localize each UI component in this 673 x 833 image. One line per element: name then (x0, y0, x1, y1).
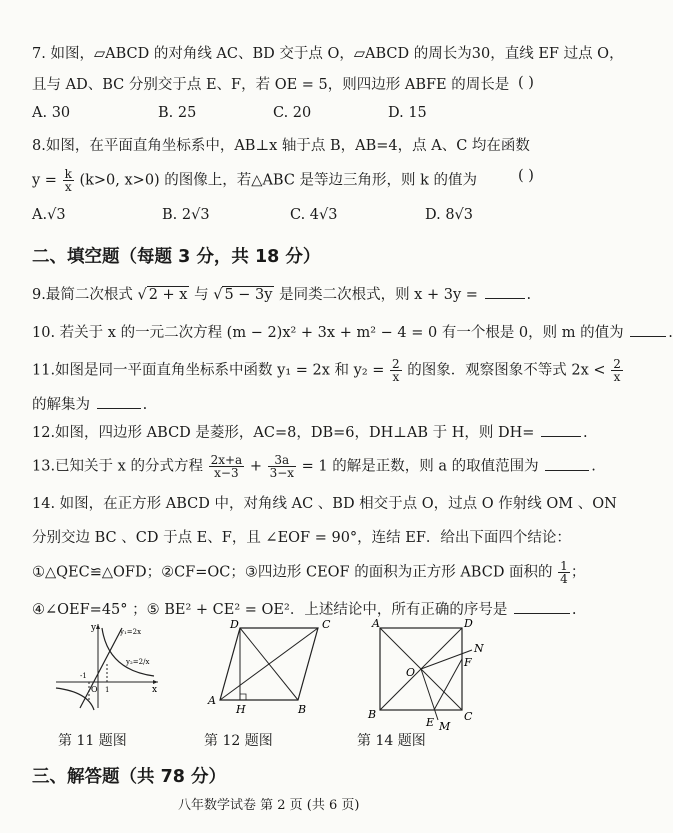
q7-option-c: C. 20 (273, 105, 312, 121)
fig12-label-a: A (208, 694, 216, 707)
q7-line1: 7. 如图，▱ABCD 的对角线 AC、BD 交于点 O，▱ABCD 的周长为30，直线 EF 过点 O， (32, 46, 624, 62)
figure-14-square (362, 614, 502, 734)
q9-line (32, 284, 531, 305)
fig14-label-d: D (464, 617, 473, 630)
q14-line4-text: ④∠OEF=45° ；⑤ BE² + CE² = OE²．上述结论中，所有正确的序号是 (32, 602, 508, 618)
q14-line3-text: ①△QEC≌△OFD；②CF=OC；③四边形 CEOF 的面积为正方形 ABCD 面积的 (32, 564, 553, 581)
fig11-x-label: x (152, 685, 158, 695)
q7-line2-text: 且与 AD、BC 分别交于点 E、F，若 OE = 5，则四边形 ABFE 的周长是 (32, 77, 510, 93)
fig14-segment-ef (434, 659, 462, 710)
q14-frac-num: 1 (560, 559, 568, 573)
q8-line2 (32, 168, 477, 193)
q8-option-d: D. 8√3 (425, 207, 474, 223)
q10-line (32, 322, 673, 343)
q12-text: 12.如图，四边形 ABCD 是菱形，AC=8，DB=6，DH⊥AB 于 H，则 DH= (32, 425, 535, 441)
q8-frac-num: k (64, 167, 72, 181)
fig11-tick-one: 1 (105, 686, 110, 694)
q12-answer-blank[interactable] (541, 422, 581, 437)
q9-radicand2: 5 − 3y (224, 287, 273, 303)
figure-12-caption: 第 12 题图 (204, 733, 273, 749)
fig11-y-label: y (91, 623, 97, 633)
q9-sqrt1: √ 2 + x (137, 287, 188, 303)
q11-frac2 (611, 358, 623, 383)
q11-mid: 的图象．观察图象不等式 2x < (407, 362, 606, 379)
q9-end: . (526, 287, 532, 303)
q11-frac2-den: x (613, 370, 621, 384)
q13-frac2-den: 3−x (269, 466, 295, 480)
page-footer: 八年数学试卷 第 2 页 (共 6 页) (178, 798, 360, 813)
fig12-label-c: C (322, 618, 331, 631)
figure-12-rhombus (200, 614, 340, 720)
q11-frac1-den: x (392, 370, 400, 384)
fig11-y-arrow (96, 624, 100, 629)
q10-end: . (668, 325, 673, 341)
fig11-tick-neg1: -1 (80, 672, 87, 680)
q8-option-b: B. 2√3 (162, 207, 210, 223)
q11-pre: 11.如图是同一平面直角坐标系中函数 y₁ = 2x 和 y₂ = (32, 362, 385, 379)
q9-pre: 9.最简二次根式 (32, 287, 133, 303)
fig14-label-m: M (439, 720, 451, 733)
fig11-line-y1 (80, 628, 122, 708)
q7-answer-paren: ( ) (518, 75, 534, 91)
q11-line1 (32, 358, 624, 383)
q7-option-d: D. 15 (388, 105, 427, 121)
q10-text: 10. 若关于 x 的一元二次方程 (m − 2)x² + 3x + m² − 4 = 0 有一个根是 0，则 m 的值为 (32, 325, 624, 341)
q14-frac-den: 4 (560, 572, 568, 586)
q9-post: 是同类二次根式，则 x + 3y = (279, 287, 478, 303)
fig14-label-c: C (464, 710, 473, 723)
q13-answer-blank[interactable] (545, 456, 589, 471)
q14-line1: 14. 如图，在正方形 ABCD 中，对角线 AC 、BD 相交于点 O，过点 O 作射线 OM 、ON (32, 496, 617, 512)
q7-line2 (32, 75, 509, 95)
q7-option-b: B. 25 (158, 105, 197, 121)
q9-mid: 与 (194, 287, 209, 303)
q13-end: . (591, 458, 596, 475)
q11-line2 (32, 394, 147, 415)
fig14-ray-om (421, 669, 438, 720)
fig14-label-o: O (406, 666, 416, 679)
figure-14-caption: 第 14 题图 (357, 733, 426, 749)
q8-option-c: C. 4√3 (290, 207, 338, 223)
q13-post: = 1 的解是正数，则 a 的取值范围为 (301, 458, 539, 475)
q7-option-a: A. 30 (32, 105, 71, 121)
q14-line3-end: ； (570, 564, 586, 581)
fig14-label-n: N (474, 642, 484, 655)
q14-end: . (571, 602, 577, 618)
q9-radicand1: 2 + x (148, 287, 188, 303)
q12-line (32, 422, 588, 443)
q11-end: . (142, 397, 148, 413)
section-2-heading: 二、填空题（每题 3 分，共 18 分） (32, 247, 321, 267)
q11-answer-blank[interactable] (97, 394, 141, 409)
q8-line1: 8.如图，在平面直角坐标系中，AB⊥x 轴于点 B，AB=4，点 A、C 均在函数 (32, 138, 530, 154)
q13-frac1-num: 2x+a (210, 453, 243, 467)
q13-pre: 13.已知关于 x 的分式方程 (32, 458, 203, 475)
q9-sqrt2: √ 5 − 3y (213, 287, 273, 303)
fig12-label-h: H (236, 703, 246, 716)
q8-fraction (63, 168, 74, 193)
q8-option-a: A.√3 (32, 207, 66, 223)
fig11-x-arrow (153, 680, 158, 684)
q11-line2-text: 的解集为 (32, 397, 90, 413)
q14-fraction (558, 560, 570, 585)
q12-end: . (583, 425, 588, 441)
figure-11-caption: 第 11 题图 (58, 733, 127, 749)
fig14-label-b: B (368, 708, 377, 721)
q13-frac1-den: x−3 (214, 466, 239, 480)
fig14-label-a: A (372, 617, 380, 630)
q11-frac2-num: 2 (613, 357, 621, 371)
fig14-label-e: E (426, 716, 435, 729)
q14-line3 (32, 560, 585, 585)
q8-frac-den: x (64, 180, 72, 194)
q10-answer-blank[interactable] (630, 322, 666, 337)
figure-11-graph (50, 620, 162, 712)
fig12-diagonal-bd (240, 628, 298, 700)
q13-frac2-num: 3a (268, 454, 296, 467)
fig14-label-f: F (464, 656, 472, 669)
section-3-heading: 三、解答题（共 78 分） (32, 767, 227, 787)
fig12-label-d: D (230, 618, 239, 631)
fig12-label-b: B (298, 703, 307, 716)
fig11-origin-label: O (91, 685, 98, 694)
fig11-y1-label: y₁=2x (120, 628, 142, 636)
q13-line (32, 454, 596, 479)
q9-answer-blank[interactable] (485, 284, 525, 299)
q14-answer-blank[interactable] (514, 599, 570, 614)
fig11-y2-label: y₂=2/x (126, 658, 150, 666)
q11-frac1-num: 2 (392, 357, 400, 371)
q13-plus: + (249, 458, 262, 475)
q14-line2: 分别交边 BC 、CD 于点 E、F，且 ∠EOF = 90°，连结 EF．给出下面四个结论： (32, 530, 571, 546)
q8-y-eq: y = (32, 172, 57, 189)
q13-frac1 (209, 454, 245, 479)
q11-frac1 (390, 358, 402, 383)
fig12-right-angle-mark (240, 694, 246, 700)
q13-frac2 (268, 454, 296, 479)
q8-answer-paren: ( ) (518, 168, 534, 184)
q8-line2-text: (k>0, x>0) 的图像上，若△ABC 是等边三角形，则 k 的值为 (79, 172, 478, 189)
